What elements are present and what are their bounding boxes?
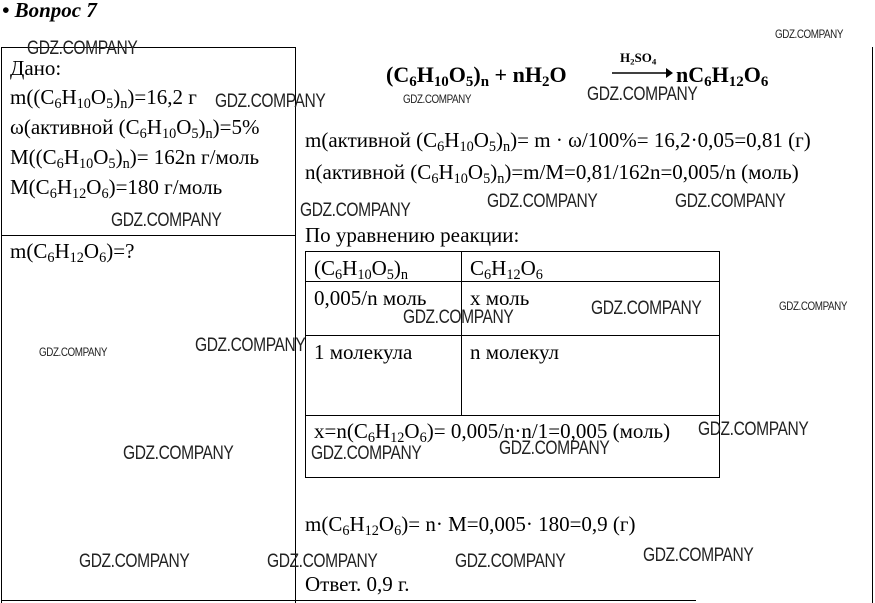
given-line: $M((C_6H_{10}O_5)_n)= 162n$ г/моль xyxy=(10,145,260,172)
watermark: GDZ.COMPANY xyxy=(311,443,422,464)
by-equation-label: По уравнению реакции: xyxy=(305,223,520,247)
frame-bottom-border xyxy=(1,600,696,601)
calc-glucose-mass: $m(C_6H_{12}O_6)= n\cdot M=0,005\cdot 180=0,9$ (г) xyxy=(305,512,636,539)
table-border xyxy=(305,477,720,478)
watermark: GDZ.COMPANY xyxy=(643,545,754,566)
watermark: GDZ.COMPANY xyxy=(39,345,108,359)
watermark: GDZ.COMPANY xyxy=(455,551,566,572)
calc-active-mass: m(активной $(C_6H_{10}O_5)_n)= m \cdot \omega/100\%= 16,2\cdot 0,05=0,81$ (г) xyxy=(305,128,811,155)
table-cell: х моль xyxy=(470,286,530,310)
table-border xyxy=(305,415,720,416)
equation-right: $nC_6H_{12}O_6$ xyxy=(676,62,769,91)
watermark: GDZ.COMPANY xyxy=(499,438,610,459)
watermark: GDZ.COMPANY xyxy=(195,335,306,356)
table-header-cell: $C_6H_{12}O_6$ xyxy=(470,256,543,283)
watermark: GDZ.COMPANY xyxy=(267,551,378,572)
equation-left: $(C_6H_{10}O_5)_n + nH_2O$ xyxy=(386,62,567,91)
answer-line: Ответ. 0,9 г. xyxy=(305,572,410,596)
table-border xyxy=(305,251,306,478)
question-heading: • Вопрос 7 xyxy=(2,0,97,22)
watermark: GDZ.COMPANY xyxy=(403,92,472,106)
watermark: GDZ.COMPANY xyxy=(675,191,786,212)
calc-active-moles: n(активной $(C_6H_{10}O_5)_n)=m/M=0,81/162n=0,005/n$ (моль) xyxy=(305,160,799,187)
watermark: GDZ.COMPANY xyxy=(403,307,514,328)
frame-middle-divider xyxy=(295,47,296,603)
table-border xyxy=(719,251,720,478)
given-title: Дано: xyxy=(10,56,62,80)
table-cell: 1 молекула xyxy=(314,340,413,364)
table-border xyxy=(461,251,462,416)
given-line: $m((C_6H_{10}O_5)_n)=16,2$ г xyxy=(10,85,197,112)
watermark: GDZ.COMPANY xyxy=(27,38,138,59)
table-header-cell: $(C_6H_{10}O_5)_n$ xyxy=(314,256,409,283)
watermark: GDZ.COMPANY xyxy=(698,419,809,440)
watermark: GDZ.COMPANY xyxy=(779,299,848,313)
table-cell: 0,005/n моль xyxy=(314,286,427,310)
table-result-cell: $x=n(C_6H_{12}O_6)= 0,005/n\cdot n/1=0,005$ (моль) xyxy=(314,419,671,446)
watermark: GDZ.COMPANY xyxy=(591,298,702,319)
find-line: $m(C_6H_{12}O_6)=$? xyxy=(10,239,135,266)
frame-left-border xyxy=(1,47,2,603)
watermark: GDZ.COMPANY xyxy=(775,27,844,41)
watermark: GDZ.COMPANY xyxy=(587,84,698,105)
table-border xyxy=(305,251,720,252)
given-line: $M(C_6H_{12}O_6)=180$ г/моль xyxy=(10,175,223,202)
watermark: GDZ.COMPANY xyxy=(79,551,190,572)
watermark: GDZ.COMPANY xyxy=(123,443,234,464)
reaction-arrow-icon xyxy=(610,67,674,79)
watermark: GDZ.COMPANY xyxy=(215,91,326,112)
table-cell: n молекул xyxy=(470,340,560,364)
table-border xyxy=(305,335,720,336)
watermark: GDZ.COMPANY xyxy=(300,200,411,221)
given-find-divider xyxy=(1,235,296,236)
frame-right-border xyxy=(872,47,873,603)
watermark: GDZ.COMPANY xyxy=(487,191,598,212)
watermark: GDZ.COMPANY xyxy=(111,210,222,231)
equation-catalyst: $H_2SO_4$ xyxy=(620,50,657,67)
given-line: ω(активной $(C_6H_{10}O_5)_n)=5\%$ xyxy=(10,115,260,142)
